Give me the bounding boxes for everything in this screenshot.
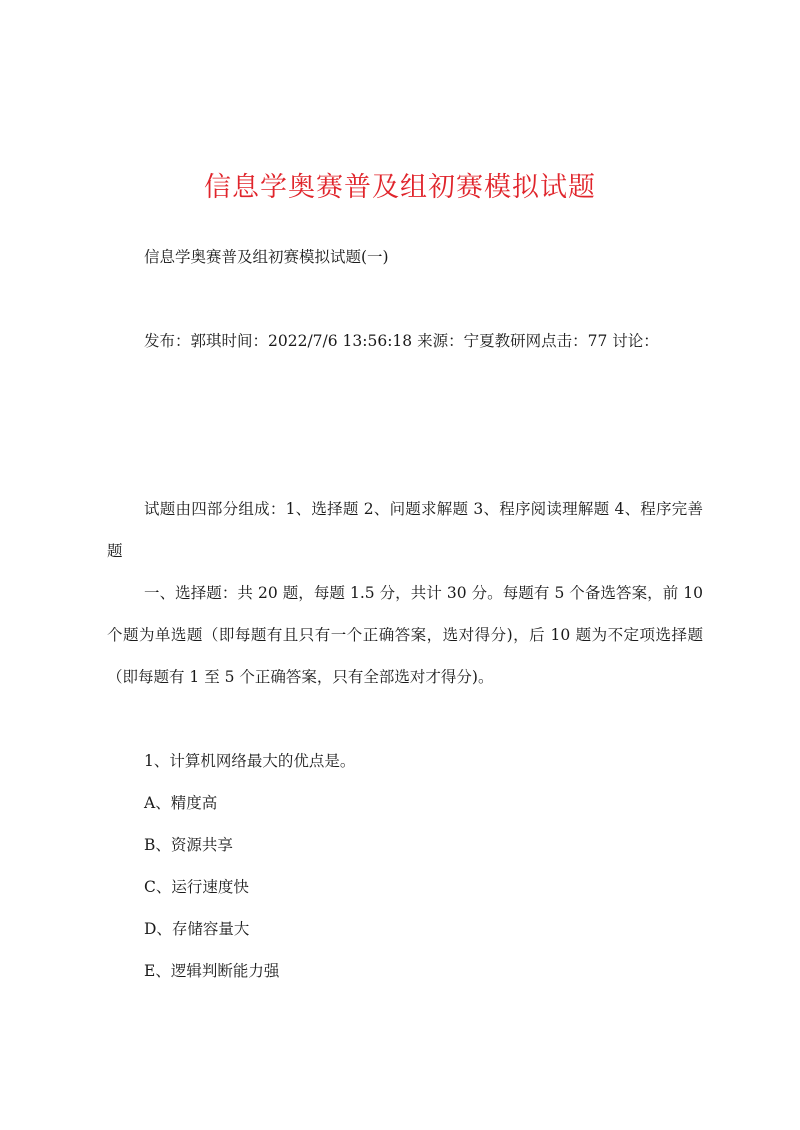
document-subtitle: 信息学奥赛普及组初赛模拟试题(一) — [144, 248, 389, 266]
composition-paragraph: 试题由四部分组成：1、选择题 2、问题求解题 3、程序阅读理解题 4、程序完善题 — [107, 500, 703, 560]
question-1-stem: 1、计算机网络最大的优点是。 — [144, 752, 356, 770]
option-c: C、运行速度快 — [144, 878, 249, 896]
option-b: B、资源共享 — [144, 836, 233, 854]
section1-intro: 一、选择题：共 20 题，每题 1.5 分，共计 30 分。每题有 5 个备选答案，前 10 个题为单选题（即每题有且只有一个正确答案，选对得分)，后 10 题为不定项选择题（即每题有 1 至 5 个正确答案，只有全部选对才得分)。 — [107, 584, 703, 686]
option-d: D、存储容量大 — [144, 920, 250, 938]
meta-line: 发布：郭琪时间：2022/7/6 13:56:18 来源：宁夏教研网点击：77 讨论： — [144, 332, 659, 350]
document-title: 信息学奥赛普及组初赛模拟试题 — [204, 172, 596, 203]
option-e: E、逻辑判断能力强 — [144, 962, 280, 980]
option-a: A、精度高 — [144, 794, 218, 812]
